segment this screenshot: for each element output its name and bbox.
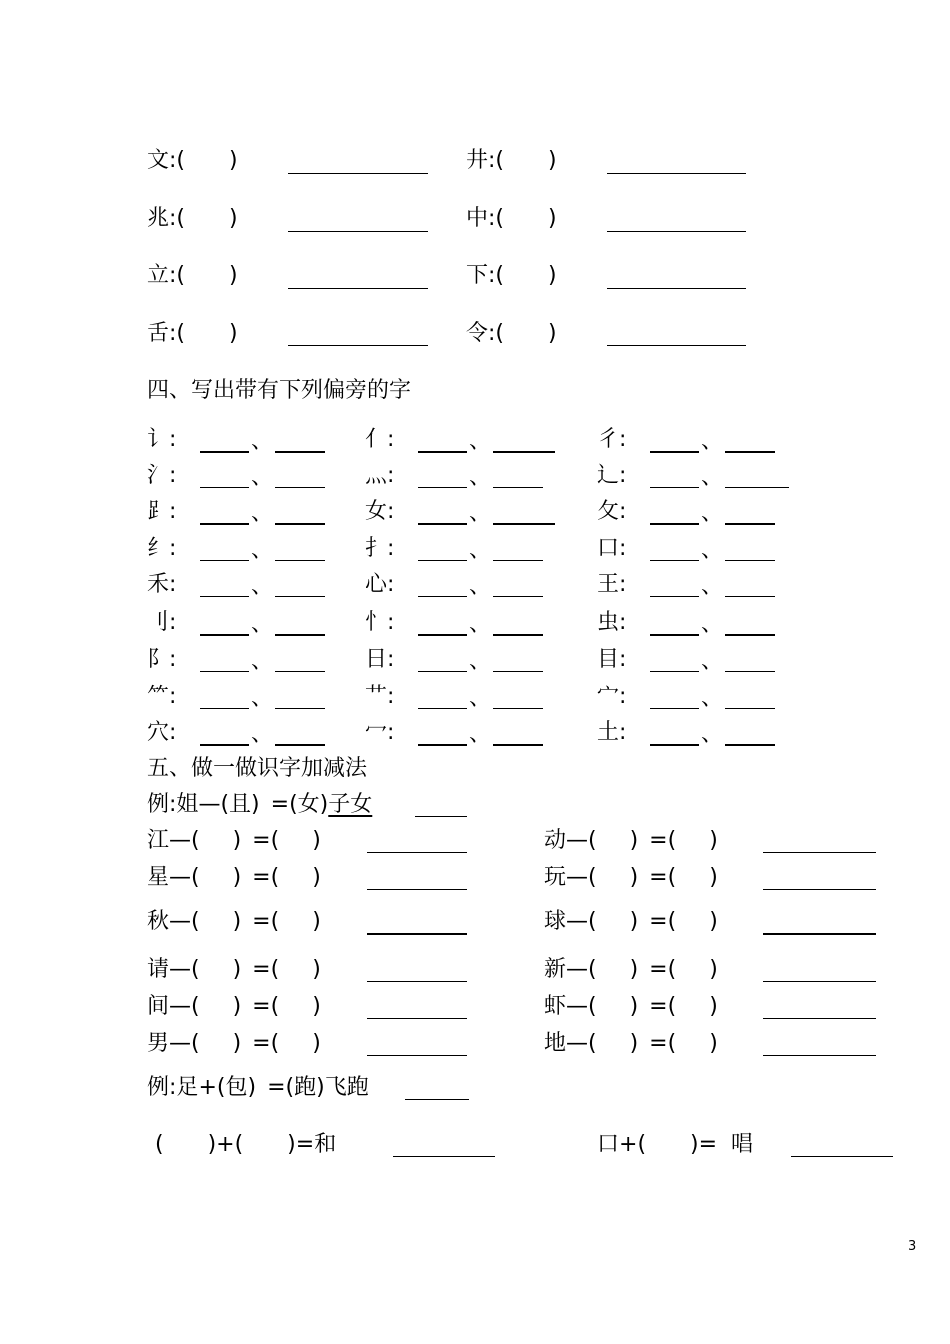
equation-char: 玩 bbox=[544, 865, 567, 890]
char-label: 立:( ) bbox=[147, 263, 238, 288]
answer-line[interactable] bbox=[763, 1055, 876, 1056]
radical-label: 纟: bbox=[147, 536, 177, 561]
example-2: 例:足+(包) =(跑)飞跑 bbox=[147, 1075, 369, 1100]
answer-line[interactable] bbox=[418, 523, 467, 525]
radical-char: 刂 bbox=[147, 610, 170, 635]
answer-line[interactable] bbox=[367, 1055, 467, 1056]
radical-char: 彳 bbox=[597, 427, 620, 452]
answer-line[interactable] bbox=[418, 487, 467, 488]
answer-line[interactable] bbox=[367, 981, 467, 982]
answer-line[interactable] bbox=[607, 173, 746, 174]
answer-line[interactable] bbox=[288, 173, 428, 174]
radical-char: 攵 bbox=[597, 499, 620, 524]
answer-line[interactable] bbox=[200, 744, 249, 746]
radical-label: 讠: bbox=[147, 427, 177, 452]
answer-line[interactable] bbox=[200, 634, 249, 636]
radical-label: 攵: bbox=[597, 499, 627, 524]
answer-line[interactable] bbox=[418, 560, 467, 561]
radical-label: 虫: bbox=[597, 610, 627, 635]
answer-line[interactable] bbox=[650, 523, 699, 525]
radical-char: 王 bbox=[597, 572, 620, 597]
separator: 、 bbox=[701, 574, 724, 599]
answer-line[interactable] bbox=[275, 487, 325, 488]
answer-line[interactable] bbox=[650, 596, 699, 597]
equation-char: 新 bbox=[544, 957, 567, 982]
subtraction-equation: 球—( ) =( ) bbox=[544, 909, 718, 934]
radical-label: 刂: bbox=[147, 610, 177, 635]
radical-char: 宀 bbox=[597, 684, 620, 709]
radical-label: 土: bbox=[597, 720, 627, 745]
separator: 、 bbox=[701, 465, 724, 490]
separator: 、 bbox=[251, 538, 274, 563]
separator: 、 bbox=[251, 429, 274, 454]
separator: 、 bbox=[701, 686, 724, 711]
radical-label: 禾: bbox=[147, 572, 177, 597]
subtraction-equation: 秋—( ) =( ) bbox=[147, 909, 321, 934]
radical-label: 辶: bbox=[597, 463, 627, 488]
answer-line[interactable] bbox=[791, 1156, 893, 1157]
answer-line[interactable] bbox=[367, 1018, 467, 1019]
separator: 、 bbox=[469, 465, 492, 490]
separator: 、 bbox=[469, 649, 492, 674]
radical-char: 灬 bbox=[365, 463, 388, 488]
radical-char: 虫 bbox=[597, 610, 620, 635]
separator: 、 bbox=[251, 465, 274, 490]
subtraction-equation: 江—( ) =( ) bbox=[147, 828, 321, 853]
radical-char: 目 bbox=[597, 647, 620, 672]
equation-char: 虾 bbox=[544, 994, 567, 1019]
section-5-title: 五、做一做识字加减法 bbox=[147, 756, 368, 781]
separator: 、 bbox=[469, 538, 492, 563]
answer-line[interactable] bbox=[763, 933, 876, 935]
answer-line[interactable] bbox=[725, 451, 775, 453]
radical-char: 禾 bbox=[147, 572, 170, 597]
answer-line[interactable] bbox=[418, 596, 467, 597]
radical-label: 艹: bbox=[365, 684, 395, 709]
radical-label: 彳: bbox=[597, 427, 627, 452]
separator: 、 bbox=[469, 501, 492, 526]
answer-line[interactable] bbox=[493, 451, 555, 453]
radical-label: 穴: bbox=[147, 720, 177, 745]
radical-char: 口 bbox=[597, 536, 620, 561]
answer-line[interactable] bbox=[725, 671, 775, 672]
char-label: 下:( ) bbox=[466, 263, 557, 288]
equation-char: 球 bbox=[544, 909, 567, 934]
radical-char: 冖 bbox=[365, 720, 388, 745]
answer-line[interactable] bbox=[607, 345, 746, 346]
separator: 、 bbox=[251, 574, 274, 599]
answer-line[interactable] bbox=[763, 852, 876, 853]
radical-char: 艹 bbox=[365, 684, 388, 709]
answer-line[interactable] bbox=[418, 744, 467, 746]
separator: 、 bbox=[701, 612, 724, 637]
answer-line[interactable] bbox=[650, 560, 699, 561]
section-4-title: 四、写出带有下列偏旁的字 bbox=[147, 378, 412, 403]
answer-line[interactable] bbox=[725, 634, 775, 636]
radical-char: 讠 bbox=[147, 427, 170, 452]
radical-label: 目: bbox=[597, 647, 627, 672]
example-1: 例:姐—(且) =(女)子女 bbox=[147, 792, 373, 817]
subtraction-equation: 新—( ) =( ) bbox=[544, 957, 718, 982]
radical-label: 宀: bbox=[597, 684, 627, 709]
char-label: 令:( ) bbox=[466, 321, 557, 346]
answer-line[interactable] bbox=[367, 852, 467, 853]
subtraction-equation: 玩—( ) =( ) bbox=[544, 865, 718, 890]
answer-line[interactable] bbox=[367, 933, 467, 935]
equation-char: 江 bbox=[147, 828, 170, 853]
radical-char: 亻 bbox=[365, 427, 388, 452]
separator: 、 bbox=[701, 722, 724, 747]
radical-char: 女 bbox=[365, 499, 388, 524]
answer-line[interactable] bbox=[725, 523, 775, 525]
answer-line[interactable] bbox=[393, 1156, 495, 1157]
subtraction-equation: 男—( ) =( ) bbox=[147, 1031, 321, 1056]
answer-line[interactable] bbox=[275, 671, 325, 672]
answer-line[interactable] bbox=[275, 744, 325, 746]
char-label: 中:( ) bbox=[466, 206, 557, 231]
radical-label: 冖: bbox=[365, 720, 395, 745]
answer-line[interactable] bbox=[418, 451, 467, 453]
equation-char: 男 bbox=[147, 1031, 170, 1056]
separator: 、 bbox=[701, 429, 724, 454]
radical-char: 辶 bbox=[597, 463, 620, 488]
char-label: 井:( ) bbox=[466, 148, 557, 173]
example-2-underline bbox=[405, 1099, 469, 1100]
separator: 、 bbox=[469, 686, 492, 711]
answer-line[interactable] bbox=[725, 560, 775, 561]
radical-label: 忄: bbox=[365, 610, 395, 635]
radical-char: 扌 bbox=[365, 536, 388, 561]
separator: 、 bbox=[701, 649, 724, 674]
answer-line[interactable] bbox=[763, 889, 876, 890]
answer-line[interactable] bbox=[200, 560, 249, 561]
radical-char: 心 bbox=[365, 572, 388, 597]
separator: 、 bbox=[469, 574, 492, 599]
answer-line[interactable] bbox=[607, 231, 746, 232]
answer-line[interactable] bbox=[650, 708, 699, 709]
radical-label: 阝: bbox=[147, 647, 177, 672]
subtraction-equation: 星—( ) =( ) bbox=[147, 865, 321, 890]
answer-line[interactable] bbox=[288, 231, 428, 232]
char-label: 文:( ) bbox=[147, 148, 238, 173]
addition-row-left: ( )+( )=和 bbox=[155, 1132, 337, 1157]
answer-line[interactable] bbox=[725, 744, 775, 746]
answer-line[interactable] bbox=[367, 889, 467, 890]
radical-char: 日 bbox=[365, 647, 388, 672]
subtraction-equation: 动—( ) =( ) bbox=[544, 828, 718, 853]
answer-line[interactable] bbox=[493, 634, 543, 636]
answer-line[interactable] bbox=[725, 708, 775, 709]
answer-line[interactable] bbox=[275, 596, 325, 597]
answer-line[interactable] bbox=[200, 671, 249, 672]
radical-label: 亻: bbox=[365, 427, 395, 452]
radical-label: 扌: bbox=[365, 536, 395, 561]
answer-line[interactable] bbox=[200, 596, 249, 597]
answer-line[interactable] bbox=[288, 345, 428, 346]
equation-char: 请 bbox=[147, 957, 170, 982]
radical-char: 忄 bbox=[365, 610, 388, 635]
answer-line[interactable] bbox=[200, 451, 249, 453]
equation-char: 秋 bbox=[147, 909, 170, 934]
equation-char: 间 bbox=[147, 994, 170, 1019]
answer-line[interactable] bbox=[725, 596, 775, 597]
answer-line[interactable] bbox=[650, 487, 699, 488]
subtraction-equation: 地—( ) =( ) bbox=[544, 1031, 718, 1056]
radical-label: ⺮: bbox=[147, 684, 177, 709]
radical-char: 穴 bbox=[147, 720, 170, 745]
answer-line[interactable] bbox=[493, 560, 543, 561]
subtraction-equation: 请—( ) =( ) bbox=[147, 957, 321, 982]
radical-label: 女: bbox=[365, 499, 395, 524]
answer-line[interactable] bbox=[650, 671, 699, 672]
answer-line[interactable] bbox=[607, 288, 746, 289]
answer-line[interactable] bbox=[275, 451, 325, 453]
example-2-answer: 飞跑 bbox=[324, 1075, 369, 1100]
addition-row-right: 口+( )= 唱 bbox=[597, 1132, 754, 1157]
answer-line[interactable] bbox=[763, 981, 876, 982]
radical-label: 王: bbox=[597, 572, 627, 597]
answer-line[interactable] bbox=[275, 708, 325, 709]
subtraction-equation: 间—( ) =( ) bbox=[147, 994, 321, 1019]
answer-line[interactable] bbox=[493, 523, 555, 525]
radical-char: 纟 bbox=[147, 536, 170, 561]
example-1-answer: 子女 bbox=[328, 792, 373, 817]
answer-line[interactable] bbox=[493, 708, 543, 709]
separator: 、 bbox=[469, 612, 492, 637]
answer-line[interactable] bbox=[493, 487, 543, 488]
radical-char: 土 bbox=[597, 720, 620, 745]
separator: 、 bbox=[701, 501, 724, 526]
answer-line[interactable] bbox=[200, 708, 249, 709]
char-label: 兆:( ) bbox=[147, 206, 238, 231]
radical-label: 灬: bbox=[365, 463, 395, 488]
radical-label: 日: bbox=[365, 647, 395, 672]
page-number: 3 bbox=[908, 1239, 917, 1254]
equation-char: 星 bbox=[147, 865, 170, 890]
radical-char: 氵 bbox=[147, 463, 170, 488]
separator: 、 bbox=[251, 612, 274, 637]
radical-label: 氵: bbox=[147, 463, 177, 488]
radical-label: 口: bbox=[597, 536, 627, 561]
separator: 、 bbox=[251, 722, 274, 747]
radical-char: ⻊ bbox=[147, 499, 170, 524]
answer-line[interactable] bbox=[650, 634, 699, 636]
separator: 、 bbox=[469, 429, 492, 454]
radical-label: 心: bbox=[365, 572, 395, 597]
answer-line[interactable] bbox=[200, 523, 249, 525]
char-label: 舌:( ) bbox=[147, 321, 238, 346]
answer-line[interactable] bbox=[493, 671, 543, 672]
separator: 、 bbox=[701, 538, 724, 563]
answer-line[interactable] bbox=[275, 634, 325, 636]
radical-char: ⺮ bbox=[147, 684, 170, 709]
answer-line[interactable] bbox=[493, 744, 543, 746]
answer-line[interactable] bbox=[275, 523, 325, 525]
answer-line[interactable] bbox=[288, 288, 428, 289]
example-1-underline bbox=[415, 816, 467, 817]
answer-line[interactable] bbox=[763, 1018, 876, 1019]
answer-line[interactable] bbox=[275, 560, 325, 561]
subtraction-equation: 虾—( ) =( ) bbox=[544, 994, 718, 1019]
answer-line[interactable] bbox=[200, 487, 249, 488]
answer-line[interactable] bbox=[650, 744, 699, 746]
separator: 、 bbox=[251, 501, 274, 526]
answer-line[interactable] bbox=[493, 596, 543, 597]
separator: 、 bbox=[251, 686, 274, 711]
separator: 、 bbox=[251, 649, 274, 674]
separator: 、 bbox=[469, 722, 492, 747]
answer-line[interactable] bbox=[418, 634, 467, 636]
equation-char: 动 bbox=[544, 828, 567, 853]
radical-label: ⻊: bbox=[147, 499, 177, 524]
answer-line[interactable] bbox=[725, 487, 789, 488]
equation-char: 地 bbox=[544, 1031, 567, 1056]
answer-line[interactable] bbox=[650, 451, 699, 453]
radical-char: 阝 bbox=[147, 647, 170, 672]
answer-line[interactable] bbox=[418, 671, 467, 672]
answer-line[interactable] bbox=[418, 708, 467, 709]
